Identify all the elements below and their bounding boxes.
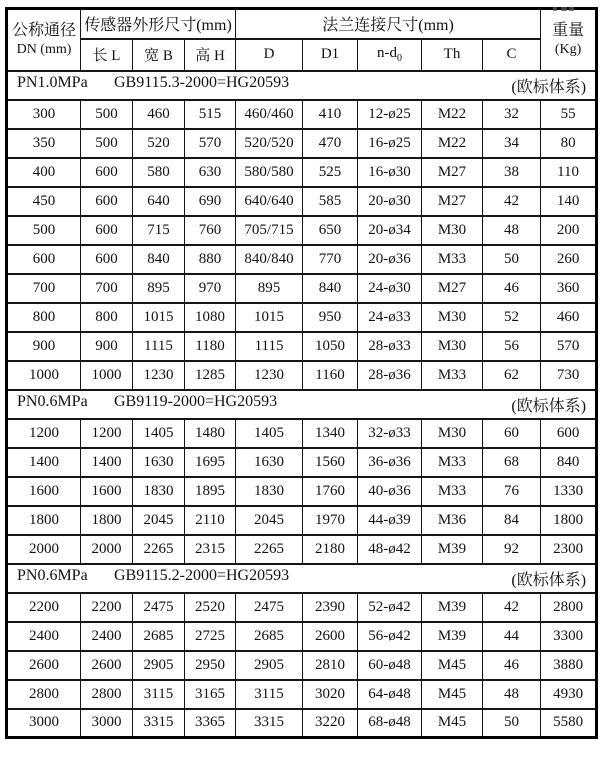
column-group-flange-dimensions: 法兰连接尺寸(mm): [236, 9, 541, 39]
table-cell: 2390: [303, 593, 358, 622]
table-cell: 800: [81, 303, 133, 332]
cropped-text-artifact: [553, 7, 574, 11]
column-header-subscript: 0: [397, 53, 403, 64]
table-cell: 3365: [185, 709, 236, 738]
table-cell: 1000: [7, 361, 81, 390]
table-cell: 1050: [303, 332, 358, 361]
table-cell: M39: [422, 535, 483, 564]
section-header-cell: [7, 564, 597, 593]
table-cell: 3165: [185, 680, 236, 709]
table-header: [7, 9, 597, 71]
column-header: 长 L: [81, 39, 133, 71]
table-cell: 1760: [303, 477, 358, 506]
table-cell: 55: [541, 100, 597, 129]
table-cell: 2475: [133, 593, 185, 622]
section-header-row: [7, 564, 597, 593]
table-cell: 68: [483, 448, 541, 477]
section-header-cell: [7, 71, 597, 100]
table-row: [7, 593, 597, 622]
table-cell: 3315: [133, 709, 185, 738]
table-row: [7, 506, 597, 535]
table-cell: 525: [303, 158, 358, 187]
table-cell: 1080: [185, 303, 236, 332]
group-header-row: [7, 9, 597, 39]
table-cell: 2905: [133, 651, 185, 680]
table-cell: 110: [541, 158, 597, 187]
table-cell: 730: [541, 361, 597, 390]
table-cell: 705/715: [236, 216, 303, 245]
table-cell: 2475: [236, 593, 303, 622]
section-header-row: [7, 390, 597, 419]
table-cell: 2725: [185, 622, 236, 651]
table-cell: 840/840: [236, 245, 303, 274]
table-row: [7, 158, 597, 187]
table-cell: 600: [81, 158, 133, 187]
table-cell: 2110: [185, 506, 236, 535]
table-cell: 1115: [133, 332, 185, 361]
table-cell: 760: [185, 216, 236, 245]
weight-unit: (Kg): [554, 42, 582, 57]
table-cell: 1160: [303, 361, 358, 390]
table-cell: 3880: [541, 651, 597, 680]
section-note: (欧标体系): [511, 78, 587, 96]
table-cell: 28-ø33: [358, 332, 422, 361]
section-pressure-rating: PN0.6MPa: [17, 566, 88, 584]
section-standard: GB9115.3-2000=HG20593: [114, 73, 290, 91]
table-cell: 300: [7, 100, 81, 129]
table-cell: 1800: [81, 506, 133, 535]
table-cell: 600: [7, 245, 81, 274]
table-cell: 68-ø48: [358, 709, 422, 738]
table-cell: 16-ø30: [358, 158, 422, 187]
table-cell: 700: [81, 274, 133, 303]
table-cell: M39: [422, 622, 483, 651]
table-cell: 500: [81, 100, 133, 129]
table-cell: 600: [81, 245, 133, 274]
table-cell: M33: [422, 361, 483, 390]
table-row: [7, 709, 597, 738]
table-cell: M33: [422, 477, 483, 506]
table-cell: 1800: [7, 506, 81, 535]
table-cell: 970: [185, 274, 236, 303]
table-row: [7, 680, 597, 709]
nominal-diameter-label: 公称通径: [11, 22, 76, 39]
table-cell: 2180: [303, 535, 358, 564]
table-cell: M36: [422, 506, 483, 535]
table-cell: 260: [541, 245, 597, 274]
table-cell: 200: [541, 216, 597, 245]
table-cell: 16-ø25: [358, 129, 422, 158]
table-cell: 895: [133, 274, 185, 303]
table-cell: 900: [81, 332, 133, 361]
table-cell: 1895: [185, 477, 236, 506]
table-row: [7, 274, 597, 303]
table-cell: 24-ø30: [358, 274, 422, 303]
table-cell: 1180: [185, 332, 236, 361]
table-row: [7, 419, 597, 448]
table-cell: 600: [81, 216, 133, 245]
table-cell: 640/640: [236, 187, 303, 216]
table-cell: 42: [483, 187, 541, 216]
table-row: [7, 303, 597, 332]
table-cell: M30: [422, 332, 483, 361]
table-cell: 1630: [133, 448, 185, 477]
table-cell: 84: [483, 506, 541, 535]
table-cell: 80: [541, 129, 597, 158]
column-header: 宽 B: [133, 39, 185, 71]
table-cell: 1600: [7, 477, 81, 506]
column-header: C: [483, 39, 541, 71]
table-cell: 580/580: [236, 158, 303, 187]
nominal-diameter-unit: DN (mm): [16, 42, 72, 57]
table-cell: 2685: [133, 622, 185, 651]
table-cell: 44: [483, 622, 541, 651]
table-cell: M39: [422, 593, 483, 622]
table-cell: 32: [483, 100, 541, 129]
table-cell: 1480: [185, 419, 236, 448]
table-cell: 2800: [81, 680, 133, 709]
table-cell: 600: [541, 419, 597, 448]
section-standard: GB9115.2-2000=HG20593: [114, 566, 290, 584]
table-cell: 48-ø42: [358, 535, 422, 564]
table-cell: 20-ø30: [358, 187, 422, 216]
table-cell: 715: [133, 216, 185, 245]
table-row: [7, 535, 597, 564]
table-cell: 92: [483, 535, 541, 564]
table-cell: 900: [7, 332, 81, 361]
section-note: (欧标体系): [511, 397, 587, 415]
table-cell: 840: [303, 274, 358, 303]
table-cell: 460: [541, 303, 597, 332]
flange-dimension-spec-table: [5, 7, 598, 739]
table-cell: 1560: [303, 448, 358, 477]
column-header: 高 H: [185, 39, 236, 71]
table-cell: 3000: [7, 709, 81, 738]
table-cell: 24-ø33: [358, 303, 422, 332]
table-cell: 570: [541, 332, 597, 361]
column-header: $n-d_0$: [358, 39, 422, 71]
table-cell: 1285: [185, 361, 236, 390]
table-cell: M45: [422, 651, 483, 680]
table-row: [7, 129, 597, 158]
table-cell: 4930: [541, 680, 597, 709]
table-cell: 880: [185, 245, 236, 274]
table-cell: 140: [541, 187, 597, 216]
table-cell: 34: [483, 129, 541, 158]
table-cell: 2810: [303, 651, 358, 680]
table-cell: 44-ø39: [358, 506, 422, 535]
table-cell: 1630: [236, 448, 303, 477]
table-cell: 1200: [7, 419, 81, 448]
table-cell: 36-ø36: [358, 448, 422, 477]
table-cell: M33: [422, 245, 483, 274]
table-cell: 630: [185, 158, 236, 187]
table-cell: 48: [483, 680, 541, 709]
table-cell: 2950: [185, 651, 236, 680]
table-cell: 1600: [81, 477, 133, 506]
table-cell: 2600: [81, 651, 133, 680]
table-cell: M45: [422, 680, 483, 709]
table-cell: 840: [133, 245, 185, 274]
table-cell: 515: [185, 100, 236, 129]
table-cell: 410: [303, 100, 358, 129]
table-cell: 52-ø42: [358, 593, 422, 622]
table-row: [7, 651, 597, 680]
table-cell: M27: [422, 274, 483, 303]
table-cell: 2200: [81, 593, 133, 622]
table-cell: 1405: [236, 419, 303, 448]
sub-header-row: [7, 39, 597, 71]
table-cell: 20-ø34: [358, 216, 422, 245]
table-cell: 12-ø25: [358, 100, 422, 129]
table-cell: 2000: [7, 535, 81, 564]
table-cell: 570: [185, 129, 236, 158]
table-body: [7, 71, 597, 738]
table-cell: 3300: [541, 622, 597, 651]
table-row: [7, 187, 597, 216]
section-pressure-rating: PN1.0MPa: [17, 73, 88, 91]
table-cell: 1970: [303, 506, 358, 535]
table-cell: 1830: [236, 477, 303, 506]
table-cell: 800: [7, 303, 81, 332]
table-row: [7, 361, 597, 390]
table-cell: 62: [483, 361, 541, 390]
table-cell: 46: [483, 651, 541, 680]
table-cell: 580: [133, 158, 185, 187]
table-cell: 2265: [236, 535, 303, 564]
table-cell: 56: [483, 332, 541, 361]
table-cell: 50: [483, 709, 541, 738]
table-cell: 2685: [236, 622, 303, 651]
table-cell: 640: [133, 187, 185, 216]
table-row: [7, 477, 597, 506]
table-cell: 690: [185, 187, 236, 216]
table-row: [7, 332, 597, 361]
table-row: [7, 622, 597, 651]
table-cell: M33: [422, 448, 483, 477]
table-cell: 1230: [236, 361, 303, 390]
column-header: D1: [303, 39, 358, 71]
table-cell: 770: [303, 245, 358, 274]
table-cell: 500: [7, 216, 81, 245]
table-cell: 650: [303, 216, 358, 245]
table-cell: 2800: [7, 680, 81, 709]
table-cell: 2300: [541, 535, 597, 564]
table-cell: 3020: [303, 680, 358, 709]
table-cell: 520/520: [236, 129, 303, 158]
table-cell: 50: [483, 245, 541, 274]
table-cell: 700: [7, 274, 81, 303]
table-cell: 1405: [133, 419, 185, 448]
table-cell: M22: [422, 129, 483, 158]
column-header-nominal-diameter: [7, 9, 81, 71]
table-cell: 5580: [541, 709, 597, 738]
table-cell: 28-ø36: [358, 361, 422, 390]
table-cell: 60: [483, 419, 541, 448]
table-cell: 350: [7, 129, 81, 158]
section-header-cell: [7, 390, 597, 419]
section-standard: GB9119-2000=HG20593: [114, 392, 278, 410]
table-cell: 950: [303, 303, 358, 332]
table-cell: 520: [133, 129, 185, 158]
table-cell: 600: [81, 187, 133, 216]
table-cell: M30: [422, 419, 483, 448]
table-row: [7, 448, 597, 477]
table-cell: 20-ø36: [358, 245, 422, 274]
table-cell: 500: [81, 129, 133, 158]
table-row: [7, 216, 597, 245]
section-pressure-rating: PN0.6MPa: [17, 392, 88, 410]
table-cell: 460/460: [236, 100, 303, 129]
table-cell: 1830: [133, 477, 185, 506]
column-header-weight: [541, 9, 597, 71]
table-cell: 400: [7, 158, 81, 187]
column-group-sensor-dimensions: 传感器外形尺寸(mm): [81, 9, 236, 39]
table-cell: 56-ø42: [358, 622, 422, 651]
table-cell: 38: [483, 158, 541, 187]
table-cell: 2000: [81, 535, 133, 564]
table-cell: 1400: [81, 448, 133, 477]
table-cell: 52: [483, 303, 541, 332]
table-cell: 1000: [81, 361, 133, 390]
table-cell: 76: [483, 477, 541, 506]
table-cell: 360: [541, 274, 597, 303]
table-cell: 2400: [81, 622, 133, 651]
table-cell: 2265: [133, 535, 185, 564]
table-cell: M45: [422, 709, 483, 738]
table-cell: 1800: [541, 506, 597, 535]
table-cell: 3115: [236, 680, 303, 709]
table-cell: 895: [236, 274, 303, 303]
table-row: [7, 245, 597, 274]
table-cell: M27: [422, 158, 483, 187]
table-cell: 2400: [7, 622, 81, 651]
table-cell: 2600: [7, 651, 81, 680]
table-cell: M30: [422, 216, 483, 245]
table-cell: 1400: [7, 448, 81, 477]
table-cell: 2315: [185, 535, 236, 564]
table-cell: 1115: [236, 332, 303, 361]
table-cell: 3315: [236, 709, 303, 738]
table-cell: 3000: [81, 709, 133, 738]
weight-label: 重量: [552, 22, 585, 39]
table-cell: 450: [7, 187, 81, 216]
table-cell: 1230: [133, 361, 185, 390]
table-cell: 2200: [7, 593, 81, 622]
column-header: D: [236, 39, 303, 71]
table-cell: 48: [483, 216, 541, 245]
table-cell: 2520: [185, 593, 236, 622]
table-cell: 3220: [303, 709, 358, 738]
column-header: Th: [422, 39, 483, 71]
table-cell: 2045: [236, 506, 303, 535]
table-cell: 460: [133, 100, 185, 129]
table-cell: 1200: [81, 419, 133, 448]
table-cell: 40-ø36: [358, 477, 422, 506]
table-cell: 840: [541, 448, 597, 477]
table-cell: 1340: [303, 419, 358, 448]
section-header-row: [7, 71, 597, 100]
table-cell: 60-ø48: [358, 651, 422, 680]
table-cell: 2800: [541, 593, 597, 622]
table-cell: M22: [422, 100, 483, 129]
table-cell: M27: [422, 187, 483, 216]
table-cell: 1695: [185, 448, 236, 477]
table-cell: 1015: [133, 303, 185, 332]
table-cell: 1330: [541, 477, 597, 506]
table-cell: 3115: [133, 680, 185, 709]
table-cell: 2045: [133, 506, 185, 535]
table-cell: 32-ø33: [358, 419, 422, 448]
table-cell: 2600: [303, 622, 358, 651]
table-cell: M30: [422, 303, 483, 332]
table-row: [7, 100, 597, 129]
table-cell: 1015: [236, 303, 303, 332]
table-cell: 2905: [236, 651, 303, 680]
section-note: (欧标体系): [511, 571, 587, 589]
table-cell: 64-ø48: [358, 680, 422, 709]
table-cell: 470: [303, 129, 358, 158]
table-cell: 46: [483, 274, 541, 303]
table-cell: 585: [303, 187, 358, 216]
table-cell: 42: [483, 593, 541, 622]
